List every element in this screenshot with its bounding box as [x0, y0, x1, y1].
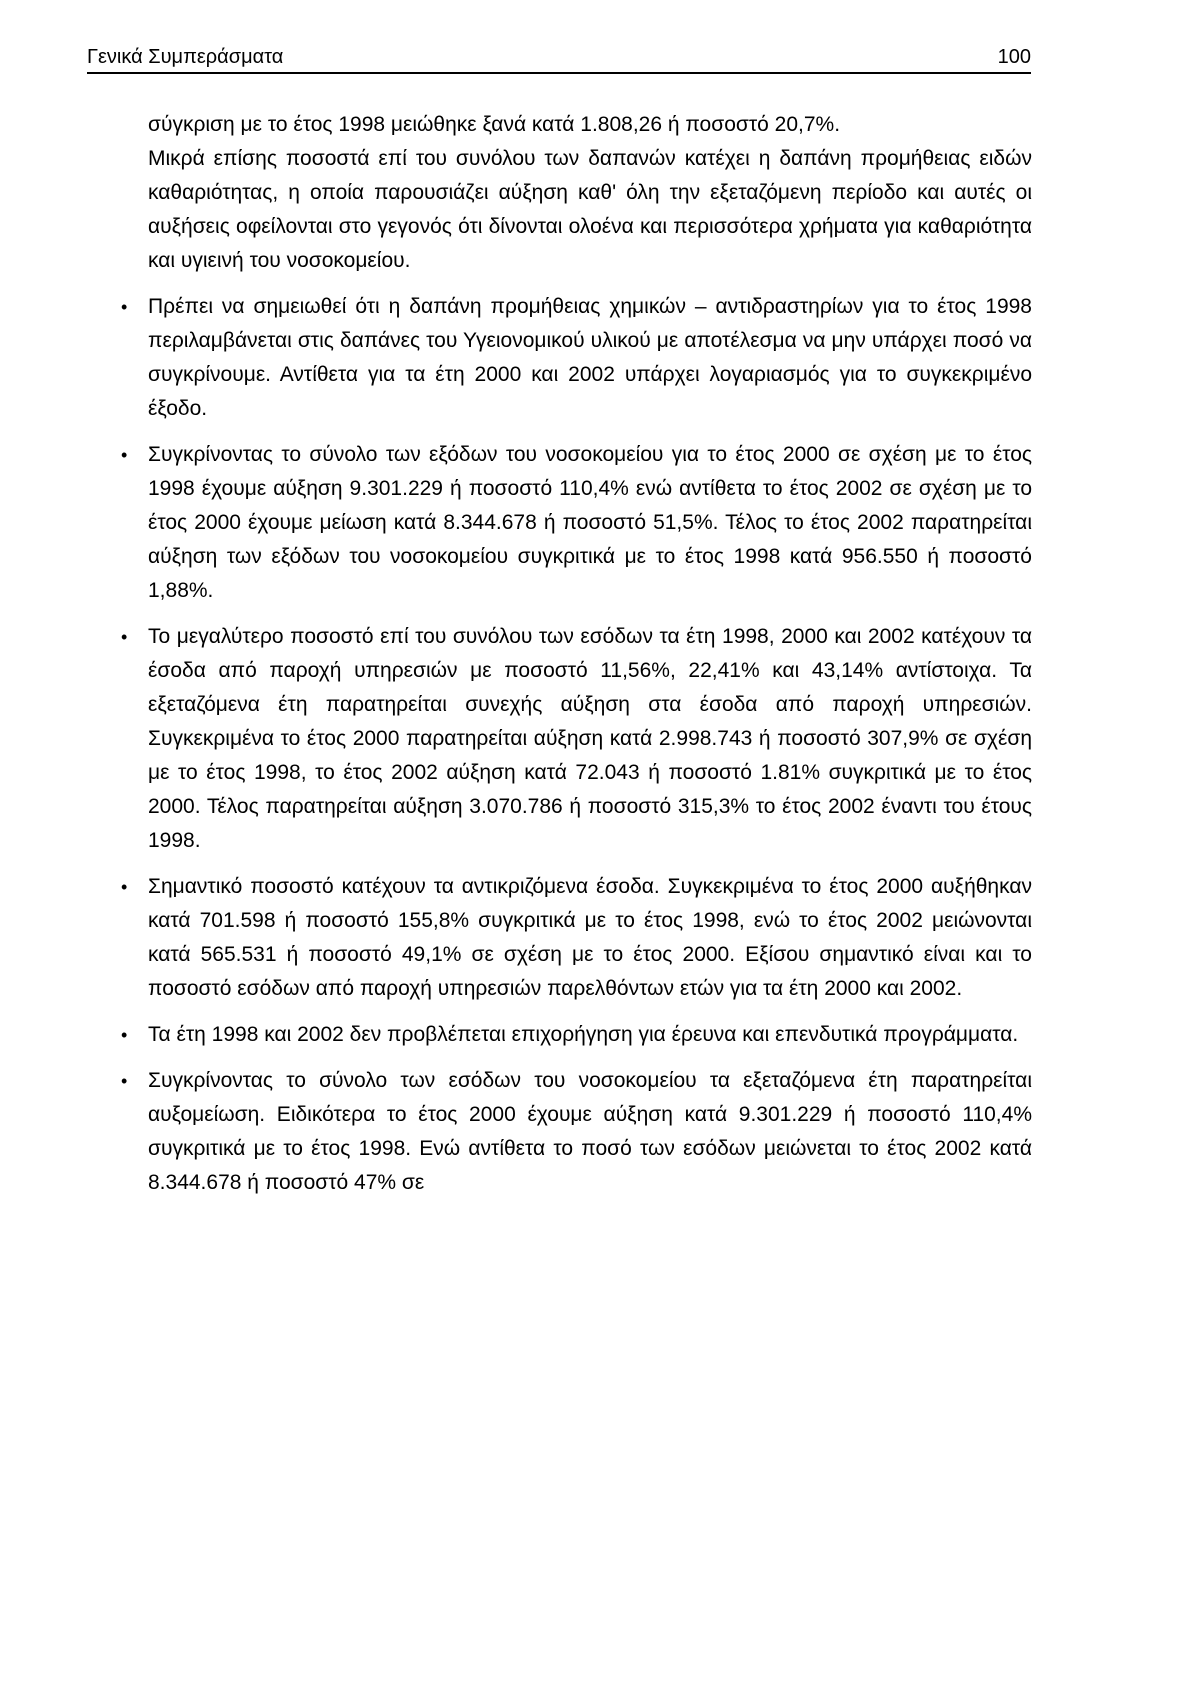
bullet-marker: • [121, 297, 128, 317]
page-number: 100 [997, 46, 1031, 68]
bullet-marker: • [121, 877, 128, 897]
bullet-text: Τα έτη 1998 και 2002 δεν προβλέπεται επιχορήγηση για έρευνα και επενδυτικά προγράμματα. [148, 1023, 1019, 1046]
bullet-text: Πρέπει να σημειωθεί ότι η δαπάνη προμήθειας χημικών – αντιδραστηρίων για το έτος 1998 περιλαμβάνεται στις δαπάνες του Υγειονομικού υλικού με αποτέλεσμα να μην υπάρχει ποσό να συγκρίνουμε. Αντίθετα για τα έτη 2000 και 2002 υπάρχει λογαριασμός για το συγκεκριμένο έξοδο. [148, 295, 1032, 420]
bullet-marker: • [121, 445, 128, 465]
bullet-list [121, 290, 1032, 1200]
bullet-item [121, 870, 1032, 1006]
document-body [121, 108, 1032, 1200]
page-header [87, 44, 1031, 74]
intro-paragraph: σύγκριση με το έτος 1998 μειώθηκε ξανά κατά 1.808,26 ή ποσοστό 20,7%. [148, 113, 841, 136]
bullet-item [121, 1018, 1032, 1052]
chapter-title: Γενικά Συμπεράσματα [87, 46, 284, 68]
bullet-marker: • [121, 1071, 128, 1091]
bullet-marker: • [121, 627, 128, 647]
intro-paragraph: Μικρά επίσης ποσοστά επί του συνόλου των δαπανών κατέχει η δαπάνη προμήθειας ειδών καθαριότητας, η οποία παρουσιάζει αύξηση καθ' όλη την εξεταζόμενη περίοδο και αυτές οι αυξήσεις οφείλονται στο γεγονός ότι δίνονται ολοένα και περισσότερα χρήματα για καθαριότητα και υγιεινή του νοσοκομείου. [148, 147, 1032, 272]
bullet-item [121, 290, 1032, 426]
bullet-item [121, 620, 1032, 858]
bullet-marker: • [121, 1025, 128, 1045]
bullet-text: Το μεγαλύτερο ποσοστό επί του συνόλου των εσόδων τα έτη 1998, 2000 και 2002 κατέχουν τα έσοδα από παροχή υπηρεσιών με ποσοστό 11,56%, 22,41% και 43,14% αντίστοιχα. Τα εξεταζόμενα έτη παρατηρείται συνεχής αύξηση στα έσοδα από παροχή υπηρεσιών. Συγκεκριμένα το έτος 2000 παρατηρείται αύξηση κατά 2.998.743 ή ποσοστό 307,9% σε σχέση με το έτος 1998, το έτος 2002 αύξηση κατά 72.043 ή ποσοστό 1.81% συγκριτικά με το έτος 2000. Τέλος παρατηρείται αύξηση 3.070.786 ή ποσοστό 315,3% το έτος 2002 έναντι του έτους 1998. [148, 625, 1032, 852]
bullet-item [121, 1064, 1032, 1200]
bullet-text: Σημαντικό ποσοστό κατέχουν τα αντικριζόμενα έσοδα. Συγκεκριμένα το έτος 2000 αυξήθηκαν κατά 701.598 ή ποσοστό 155,8% συγκριτικά με το έτος 1998, ενώ το έτος 2002 μειώνονται κατά 565.531 ή ποσοστό 49,1% σε σχέση με το έτος 2000. Εξίσου σημαντικό είναι και το ποσοστό εσόδων από παροχή υπηρεσιών παρελθόντων ετών για τα έτη 2000 και 2002. [148, 875, 1032, 1000]
bullet-text: Συγκρίνοντας το σύνολο των εξόδων του νοσοκομείου για το έτος 2000 σε σχέση με το έτος 1998 έχουμε αύξηση 9.301.229 ή ποσοστό 110,4% ενώ αντίθετα το έτος 2002 σε σχέση με το έτος 2000 έχουμε μείωση κατά 8.344.678 ή ποσοστό 51,5%. Τέλος το έτος 2002 παρατηρείται αύξηση των εξόδων του νοσοκομείου συγκριτικά με το έτος 1998 κατά 956.550 ή ποσοστό 1,88%. [148, 443, 1032, 602]
bullet-text: Συγκρίνοντας το σύνολο των εσόδων του νοσοκομείου τα εξεταζόμενα έτη παρατηρείται αυξομείωση. Ειδικότερα το έτος 2000 έχουμε αύξηση κατά 9.301.229 ή ποσοστό 110,4% συγκριτικά με το έτος 1998. Ενώ αντίθετα το ποσό των εσόδων μειώνεται το έτος 2002 κατά 8.344.678 ή ποσοστό 47% σε [148, 1069, 1032, 1194]
bullet-item [121, 438, 1032, 608]
